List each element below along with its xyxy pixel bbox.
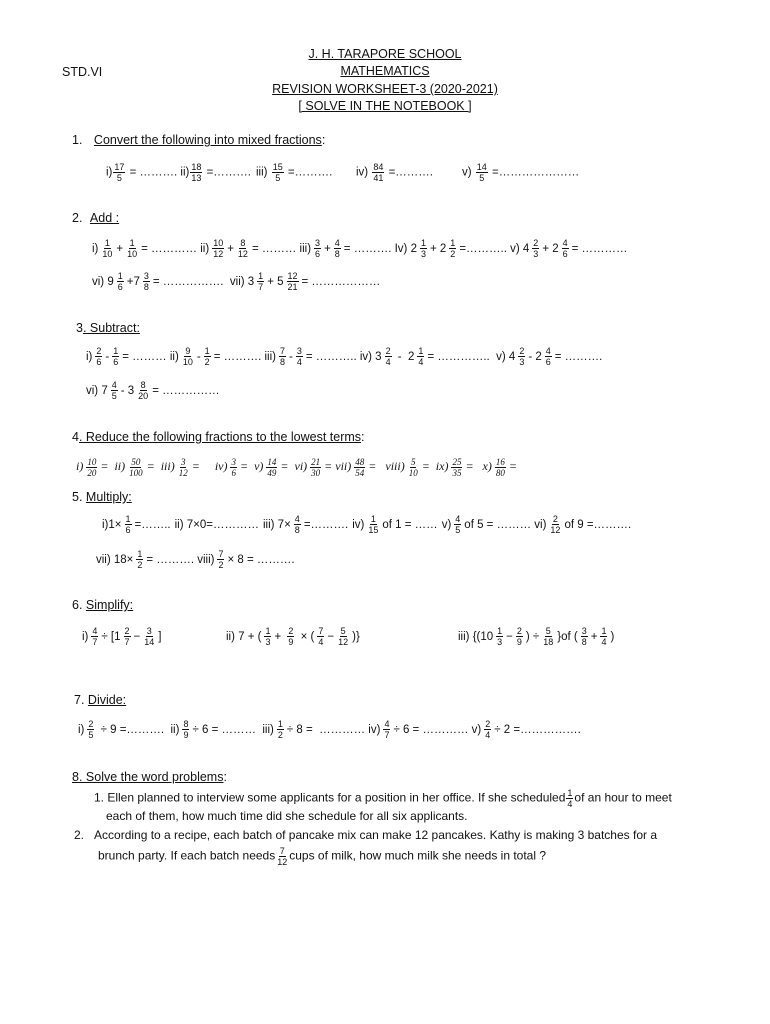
q2-row-1 <box>90 238 630 259</box>
q5-row-1 <box>100 514 633 535</box>
fraction: $\frac{3}{12}$ <box>178 456 188 478</box>
q5-heading: 5. Multiply: <box>72 490 132 504</box>
q6-title: Simplify: <box>85 598 134 612</box>
math-text: = ii) <box>100 459 126 473</box>
math-text: - 2 <box>394 350 415 363</box>
q1-colon: : <box>321 133 326 147</box>
math-text: = …………… <box>152 384 220 397</box>
problem-2-line-2: brunch party. If each batch needs $\frac{7}{12}$ cups of milk, how much milk she needs in total ? <box>98 846 547 867</box>
q3-heading: 3. Subtract: <box>76 321 140 335</box>
q1-item-3: iii) $\frac{15}{5}$ =………. <box>256 162 333 183</box>
math-text: = ………. iii) <box>213 350 276 363</box>
math-text: +7 <box>126 275 140 288</box>
std-label: STD.VI <box>62 65 103 79</box>
fraction: $\frac{2}{4}$ <box>485 719 491 740</box>
math-text: i)1× <box>102 518 122 531</box>
math-text: - <box>105 350 110 363</box>
fraction: $\frac{84}{41}$ <box>373 162 384 183</box>
fraction: $\frac{1}{2}$ <box>450 238 456 259</box>
fraction: $\frac{1}{2}$ <box>204 346 210 367</box>
math-text: ) <box>610 630 615 643</box>
fraction: $\frac{1}{6}$ <box>125 514 131 535</box>
math-text: − <box>506 630 513 643</box>
math-text: - 2 <box>528 350 542 363</box>
math-text: iii) {(10 <box>458 630 494 643</box>
fraction: $\frac{50}{100}$ <box>129 456 143 478</box>
math-text: - 3 <box>120 384 135 397</box>
math-text: = ix) <box>421 459 449 473</box>
fraction: $\frac{3}{8}$ <box>143 271 149 292</box>
math-text: + <box>116 242 124 255</box>
q4-row-1 <box>74 456 519 478</box>
fraction: $\frac{1}{4}$ <box>567 788 573 809</box>
fraction: $\frac{2}{7}$ <box>124 626 130 647</box>
q7-heading: 7. Divide: <box>74 693 127 707</box>
q1-item-4: iv) $\frac{84}{41}$ =………. <box>356 162 433 183</box>
fraction: $\frac{2}{3}$ <box>519 346 525 367</box>
math-text: ÷ [1 <box>101 630 121 643</box>
fraction: $\frac{2}{9}$ <box>288 626 294 647</box>
fraction: $\frac{2}{9}$ <box>516 626 522 647</box>
fraction: $\frac{4}{8}$ <box>294 514 300 535</box>
fraction: $\frac{8}{9}$ <box>183 719 189 740</box>
q3-title: . Subtract: <box>82 321 140 335</box>
fraction: $\frac{1}{10}$ <box>102 238 113 259</box>
q3-row-2 <box>84 380 222 401</box>
fraction: $\frac{4}{7}$ <box>92 626 98 647</box>
worksheet-instruction: [ SOLVE IN THE NOTEBOOK ] <box>298 99 472 113</box>
fraction: $\frac{10}{20}$ <box>87 456 97 478</box>
math-text: × ( <box>297 630 315 643</box>
problem-1-line-2: each of them, how much time did she schedule for all six applicants. <box>106 809 468 823</box>
fraction: $\frac{14}{5}$ <box>476 162 487 183</box>
math-text: − <box>327 630 335 643</box>
math-text: of 1 = …… <box>382 518 438 531</box>
fraction: $\frac{7}{2}$ <box>218 549 224 570</box>
math-text: = v) <box>239 459 264 473</box>
school-name: J. H. TARAPORE SCHOOL <box>308 47 462 61</box>
fraction: $\frac{4}{5}$ <box>455 514 461 535</box>
math-text: =…….. <box>134 518 171 531</box>
fraction: $\frac{18}{13}$ <box>191 162 202 183</box>
fraction: $\frac{3}{6}$ <box>315 238 321 259</box>
fraction: $\frac{2}{3}$ <box>533 238 539 259</box>
math-text: ii) 7×0=………… <box>174 518 259 531</box>
q5-title: Multiply: <box>85 490 132 504</box>
math-text: }of ( <box>557 630 578 643</box>
fraction: $\frac{1}{2}$ <box>137 549 143 570</box>
math-text: v) <box>441 518 452 531</box>
math-text: + <box>324 242 331 255</box>
q2-row-2 <box>90 271 382 292</box>
math-text: = ………. Iv) 2 <box>343 242 417 255</box>
fraction: $\frac{16}{80}$ <box>495 456 505 478</box>
fraction: $\frac{1}{4}$ <box>601 626 607 647</box>
math-text: vii) 18× <box>96 553 134 566</box>
math-text: iii) 7× <box>262 518 291 531</box>
q6-item-1 <box>80 626 163 647</box>
math-text: = ……… ii) <box>122 350 179 363</box>
math-text: =………. <box>303 518 349 531</box>
fraction: $\frac{3}{8}$ <box>581 626 587 647</box>
math-text: of 9 =………. <box>564 518 632 531</box>
math-text: i) <box>86 350 93 363</box>
fraction: $\frac{4}{6}$ <box>545 346 551 367</box>
q7-title: Divide: <box>87 693 127 707</box>
fraction: $\frac{14}{49}$ <box>267 456 277 478</box>
q6-item-2 <box>224 626 362 647</box>
math-text: + 5 <box>267 275 284 288</box>
math-text: − <box>133 630 141 643</box>
math-text: + <box>274 630 285 643</box>
fraction: $\frac{1}{6}$ <box>113 346 119 367</box>
math-text: = ………. <box>554 350 603 363</box>
fraction: $\frac{48}{54}$ <box>355 456 365 478</box>
fraction: $\frac{8}{12}$ <box>237 238 248 259</box>
q7-row-1 <box>76 719 583 740</box>
math-text: = vi) <box>280 459 308 473</box>
fraction: $\frac{4}{5}$ <box>111 380 117 401</box>
fraction: $\frac{17}{5}$ <box>114 162 125 183</box>
math-text: i) <box>76 459 84 473</box>
fraction: $\frac{1}{2}$ <box>277 719 283 740</box>
math-text: = <box>508 459 517 473</box>
math-text: = ………. viii) <box>146 553 215 566</box>
fraction: $\frac{3}{4}$ <box>296 346 302 367</box>
math-text: + 2 <box>429 242 447 255</box>
fraction: $\frac{10}{12}$ <box>213 238 224 259</box>
math-text: i) <box>82 630 89 643</box>
q6-item-3 <box>456 626 616 647</box>
q2-heading: 2. Add : <box>72 211 120 225</box>
math-text: = viii) <box>368 459 405 473</box>
math-text: )} <box>352 630 360 643</box>
math-text: =……….. v) 4 <box>459 242 530 255</box>
q1-item-1: i) $\frac{17}{5}$ = ………. ii) $\frac{18}{13}$ =………. <box>106 162 251 183</box>
fraction: $\frac{4}{7}$ <box>384 719 390 740</box>
fraction: $\frac{1}{3}$ <box>265 626 271 647</box>
math-text: = ……………. vii) 3 <box>152 275 255 288</box>
q1-heading <box>72 133 325 147</box>
math-text: - <box>289 350 293 363</box>
fraction: $\frac{1}{3}$ <box>420 238 426 259</box>
fraction: $\frac{3}{6}$ <box>231 456 236 478</box>
problem-2-line-1: 2. According to a recipe, each batch of pancake mix can make 12 pancakes. Kathy is making 3 batches for a <box>74 828 657 842</box>
fraction: $\frac{1}{6}$ <box>117 271 123 292</box>
math-text: ÷ 6 = ………… v) <box>393 723 482 736</box>
fraction: $\frac{5}{12}$ <box>338 626 349 647</box>
math-text: ] <box>158 630 162 643</box>
math-text: + 2 <box>542 242 559 255</box>
fraction: $\frac{12}{21}$ <box>287 271 298 292</box>
math-text: = vii) <box>324 459 352 473</box>
fraction: $\frac{15}{5}$ <box>272 162 283 183</box>
math-text: = ………….. v) 4 <box>427 350 516 363</box>
math-text: vi) 7 <box>86 384 108 397</box>
math-text: iv) <box>352 518 365 531</box>
math-text: = iii) <box>146 459 175 473</box>
math-text: + <box>590 630 598 643</box>
q4-title: . Reduce the following fractions to the lowest terms <box>78 430 362 444</box>
fraction: $\frac{2}{6}$ <box>96 346 102 367</box>
q5-row-2 <box>94 549 297 570</box>
fraction: $\frac{1}{7}$ <box>258 271 264 292</box>
math-text: = ………… <box>571 242 628 255</box>
fraction: $\frac{1}{3}$ <box>497 626 503 647</box>
q1-item-5: v) $\frac{14}{5}$ =………………… <box>462 162 580 183</box>
math-text: ) ÷ <box>525 630 540 643</box>
fraction: $\frac{7}{4}$ <box>318 626 324 647</box>
q3-row-1 <box>84 346 604 367</box>
math-text: = ………… ii) <box>141 242 210 255</box>
fraction: $\frac{2}{12}$ <box>550 514 561 535</box>
fraction: $\frac{3}{14}$ <box>144 626 155 647</box>
fraction: $\frac{2}{5}$ <box>88 719 94 740</box>
fraction: $\frac{4}{6}$ <box>562 238 568 259</box>
math-text: × 8 = ………. <box>227 553 295 566</box>
math-text: = iv) <box>191 459 228 473</box>
q1-title: Convert the following into mixed fractions <box>93 133 322 147</box>
math-text: = ……………… <box>301 275 381 288</box>
q6-heading: 6. Simplify: <box>72 598 134 612</box>
fraction: $\frac{25}{35}$ <box>452 456 462 478</box>
math-text: i) <box>92 242 99 255</box>
q4-heading: 4. Reduce the following fractions to the lowest terms: <box>72 430 365 444</box>
fraction: $\frac{1}{15}$ <box>368 514 379 535</box>
math-text: ÷ 8 = ………… iv) <box>286 723 381 736</box>
q2-title: Add : <box>89 211 120 225</box>
fraction: $\frac{8}{20}$ <box>138 380 149 401</box>
fraction: $\frac{21}{30}$ <box>311 456 321 478</box>
math-text: ÷ 6 = ……… iii) <box>192 723 274 736</box>
fraction: $\frac{1}{4}$ <box>418 346 424 367</box>
q8-heading: 8. Solve the word problems: <box>72 770 227 784</box>
math-text: ÷ 9 =………. ii) <box>97 723 180 736</box>
fraction: $\frac{9}{10}$ <box>182 346 193 367</box>
math-text: ii) 7 + ( <box>226 630 262 643</box>
fraction: $\frac{2}{4}$ <box>385 346 391 367</box>
math-text: vi) 9 <box>92 275 114 288</box>
math-text: = ……… iii) <box>251 242 312 255</box>
fraction: $\frac{1}{10}$ <box>127 238 138 259</box>
fraction: $\frac{4}{8}$ <box>334 238 340 259</box>
fraction: $\frac{7}{8}$ <box>279 346 285 367</box>
subject-title: MATHEMATICS <box>340 64 430 78</box>
math-text: = x) <box>465 459 492 473</box>
fraction: $\frac{7}{12}$ <box>277 846 288 867</box>
math-text: + <box>227 242 234 255</box>
q8-title: . Solve the word problems <box>78 770 224 784</box>
worksheet-title: REVISION WORKSHEET-3 (2020-2021) <box>272 82 498 96</box>
q1-number: 1. <box>72 133 83 147</box>
fraction: $\frac{5}{18}$ <box>543 626 554 647</box>
math-text: ÷ 2 =……………. <box>494 723 581 736</box>
math-text: of 5 = ……… vi) <box>464 518 547 531</box>
math-text: - <box>196 350 201 363</box>
fraction: $\frac{5}{10}$ <box>408 456 418 478</box>
math-text: = ……….. iv) 3 <box>305 350 382 363</box>
problem-1-line-1: 1. Ellen planned to interview some applicants for a position in her office. If she scheduled $\frac{1}{4}$ of an hour to meet <box>94 788 672 809</box>
math-text: i) <box>78 723 85 736</box>
